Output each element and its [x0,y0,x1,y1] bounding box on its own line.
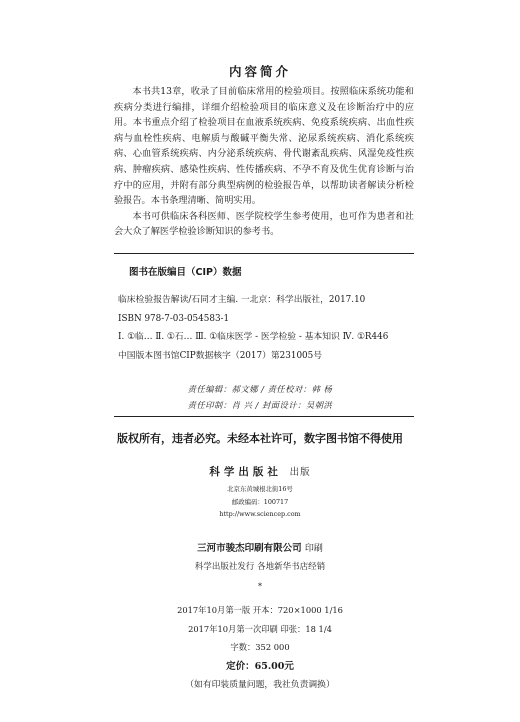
publisher-address: 北京东黄城根北街16号 [227,485,293,493]
price-line [0,658,520,672]
printer-suffix: 印刷 [304,544,323,554]
wordcount-line: 字数：352 000 [230,642,290,652]
edition-line: 2017年10月第一版 开本：720×1000 1/16 [177,605,343,615]
separator-star: * [258,582,262,591]
cip-line-record: 中国版本图书馆CIP数据核字（2017）第231005号 [118,350,323,361]
publisher-name: 科学出版社 [209,466,282,478]
staff-line-1: 责任编辑：郝文娜 / 责任校对：韩 杨 [187,384,333,394]
printing-line: 2017年10月第一次印刷 印张：18 1/4 [188,624,332,634]
divider-top [114,253,414,254]
publisher-suffix: 出版 [289,467,311,478]
summary-body [114,84,414,240]
publisher-line [0,464,520,479]
distribution-line: 科学出版社发行 各地新华书店经销 [194,562,326,572]
cip-line-title: 临床检验报告解读/石同才主编. 一北京：科学出版社，2017.10 [118,295,366,305]
quality-note: （如有印装质量问题，我社负责调换） [185,680,335,690]
cip-header: 图书在版编目（CIP）数据 [129,267,242,278]
divider-bottom [114,416,414,417]
price-label: 定价： [226,661,255,672]
rights-statement: 版权所有，违者必究。未经本社许可，数字图书馆不得使用 [117,432,403,445]
publisher-website: http://www.sciencep.com [219,510,301,518]
summary-paragraph: 本书共13章，收录了目前临床常用的检验项目。按照临床系统功能和疾病分类进行编排，详细介绍检验项目的临床意义及在诊断治疗中的应用。本书重点介绍了检验项目在血液系统疾病、免疫系统疾病、出血性疾病与血栓性疾病、电解质与酸碱平衡失常、泌尿系统疾病、消化系统疾病、心血管系统疾病、内分泌系统疾病、骨代谢紊乱疾病、风湿免疫性疾病、肿瘤疾病、感染性疾病、性传播疾病、不孕不育及优生优育诊断与治疗中的应用，并附有部分典型病例的检验报告单，以帮助读者解读分析检验报告。本书条理清晰、简明实用。 [114,86,414,207]
cip-data [118,291,418,365]
printer-line [0,540,520,554]
cip-line-isbn: ISBN 978-7-03-054583-1 [118,313,230,324]
price-value: 65.00元 [254,661,294,672]
staff-line-2: 责任印制：肖 兴 / 封面设计：吴朝洪 [187,400,333,410]
publisher-postcode: 邮政编码：100717 [231,498,289,506]
cip-line-classification: Ⅰ. ①临… Ⅱ. ①石… Ⅲ. ①临床医学 - 医学检验 - 基本知识 Ⅳ. ①R446 [118,332,389,342]
summary-paragraph: 本书可供临床各科医师、医学院校学生参考使用，也可作为患者和社会大众了解医学检验诊断知识的参考书。 [114,210,414,238]
printer-name: 三河市骏杰印刷有限公司 [197,543,302,554]
summary-title: 内容简介 [228,64,291,79]
